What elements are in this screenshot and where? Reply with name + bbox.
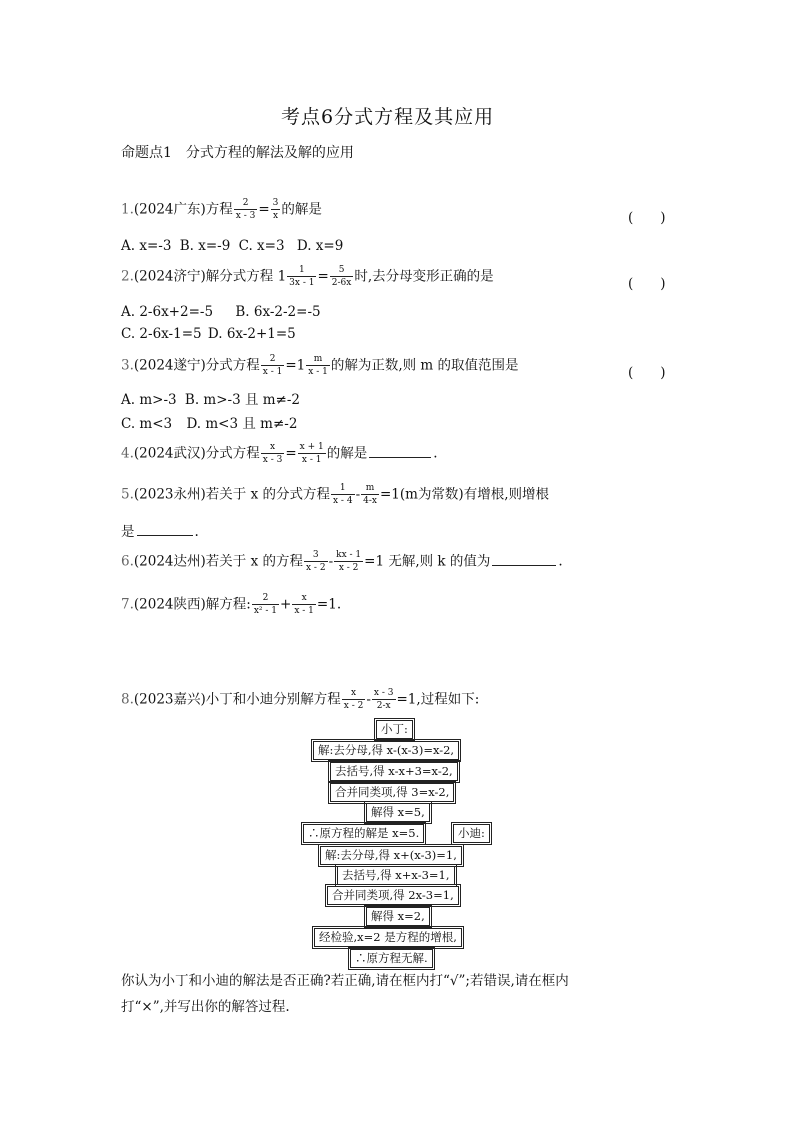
option-a: A. x=-3 (121, 238, 172, 254)
fraction: $\frac{1}{3x - 1}$ (289, 265, 315, 288)
option-c: C. 2-6x-1=5 (121, 326, 202, 342)
fraction: $\frac{m}{x - 1}$ (308, 354, 328, 377)
fraction: $\frac{2}{\text{x² - 1}}$ (253, 593, 278, 616)
question-text: =1,过程如下: (396, 691, 480, 708)
options-row (121, 394, 300, 408)
fraction: $\frac{1}{x - 4}$ (332, 483, 353, 506)
di-step-box: 去括号,得 x+x-3=1, (337, 866, 455, 885)
fraction: $\frac{x + 1}{x - 1}$ (299, 442, 324, 465)
question-text: (2024济宁)解分式方程 1 (133, 268, 287, 285)
operator: =1 (285, 357, 306, 374)
question-text: 的解为正数,则 m 的取值范围是 (330, 357, 519, 374)
ding-step-box: 解:去分母,得 x-(x-3)=x-2, (313, 741, 459, 760)
option-b: B. m>-3 且 m≠-2 (184, 392, 301, 408)
fraction: $\frac{x}{x - 3}$ (262, 442, 283, 465)
option-c: C. m<3 (121, 416, 173, 432)
di-step-box: 解得 x=2, (366, 907, 430, 926)
di-step-box: 解:去分母,得 x+(x-3)=1, (320, 846, 462, 865)
option-d: D. 6x-2+1=5 (207, 326, 296, 342)
operator: - (355, 486, 361, 503)
option-d: D. x=9 (296, 238, 344, 254)
ding-step-box: 合并同类项,得 3=x-2, (330, 783, 454, 802)
operator: = (285, 445, 297, 462)
question-text: =1 无解,则 k 的值为 (364, 553, 491, 570)
di-label-box: 小迪: (453, 824, 490, 843)
option-b: B. 6x-2-2=-5 (235, 304, 321, 320)
answer-blank[interactable] (137, 534, 193, 536)
answer-parentheses: ( ) (628, 365, 666, 381)
answer-blank[interactable] (369, 456, 431, 458)
answer-blank[interactable] (492, 564, 556, 566)
di-step-box: 经检验,x=2 是方程的增根, (314, 928, 462, 947)
options-row (121, 418, 297, 432)
question-text: 是 (121, 524, 135, 540)
operator: = (317, 268, 329, 285)
fraction: $\frac{m}{4-x}$ (363, 483, 377, 506)
fraction: $\frac{2}{x - 3}$ (235, 198, 256, 221)
operator: - (366, 691, 371, 708)
question-8-prompt: 打“×”,并写出你的解答过程. (121, 999, 290, 1015)
period: . (433, 445, 438, 462)
question-text: 时,去分母变形正确的是 (354, 268, 494, 285)
question-number: 4. (121, 445, 134, 462)
question-6 (121, 551, 563, 573)
options-row (121, 240, 343, 254)
question-text: (2024武汉)分式方程 (133, 445, 260, 462)
question-number: 7. (121, 596, 134, 613)
ding-step-box: 去括号,得 x-x+3=x-2, (330, 762, 458, 781)
section-heading: 命题点1 分式方程的解法及解的应用 (121, 145, 354, 161)
question-number: 6. (121, 553, 134, 570)
option-c: C. x=3 (238, 238, 285, 254)
operator: = (258, 201, 270, 218)
fraction: $\frac{5}{2-6x}$ (331, 265, 352, 288)
di-step-box: ∴原方程无解. (350, 949, 433, 968)
di-step-box: 合并同类项,得 2x-3=1, (327, 886, 459, 905)
fraction: $\frac{2}{x - 1}$ (262, 354, 283, 377)
answer-parentheses: ( ) (628, 210, 666, 226)
question-text: 的解是 (326, 445, 368, 462)
question-text: (2023嘉兴)小丁和小迪分别解方程 (133, 691, 341, 708)
question-5-line-2 (121, 526, 199, 540)
question-5 (121, 484, 549, 506)
question-number: 2. (121, 268, 134, 285)
fraction: $\frac{kx - 1}{x - 2}$ (336, 550, 362, 573)
question-text: (2024遂宁)分式方程 (133, 357, 260, 374)
question-text: (2023永州)若关于 x 的分式方程 (133, 486, 330, 503)
question-text: (2024广东)方程 (133, 201, 233, 218)
options-row (121, 306, 321, 320)
ding-step-box: ∴原方程的解是 x=5. (303, 824, 424, 843)
question-number: 1. (121, 201, 134, 218)
option-a: A. m>-3 (121, 392, 177, 408)
page-title: 考点6分式方程及其应用 (281, 106, 495, 128)
ding-step-box: 解得 x=5, (366, 803, 430, 822)
question-4 (121, 443, 438, 465)
question-8 (121, 689, 479, 711)
question-1 (121, 199, 322, 221)
period: . (558, 553, 563, 570)
question-2 (121, 266, 494, 288)
question-3 (121, 355, 519, 377)
question-text: (2024达州)若关于 x 的方程 (133, 553, 303, 570)
operator: + (280, 596, 292, 613)
question-number: 3. (121, 357, 134, 374)
option-a: A. 2-6x+2=-5 (121, 304, 214, 320)
options-row (121, 328, 296, 342)
fraction: $\frac{x - 3}{2-x}$ (373, 688, 394, 711)
operator: - (328, 553, 334, 570)
question-number: 8. (121, 691, 134, 708)
answer-parentheses: ( ) (628, 276, 666, 292)
fraction: $\frac{3}{x}$ (272, 198, 279, 221)
fraction: $\frac{3}{x - 2}$ (305, 550, 326, 573)
fraction: $\frac{x}{x - 2}$ (343, 688, 364, 711)
question-text: 的解是 (281, 201, 322, 218)
period: . (194, 524, 199, 540)
option-d: D. m<3 且 m≠-2 (186, 416, 298, 432)
option-b: B. x=-9 (179, 238, 231, 254)
question-number: 5. (121, 486, 134, 503)
question-7 (121, 594, 341, 616)
question-text: =1. (316, 596, 342, 613)
question-8-prompt: 你认为小丁和小迪的解法是否正确?若正确,请在框内打“√”;若错误,请在框内 (121, 973, 569, 989)
question-text: =1(m为常数)有增根,则增根 (379, 486, 549, 503)
fraction: $\frac{x}{x - 1}$ (294, 593, 314, 616)
ding-label-box: 小丁: (376, 720, 413, 739)
question-text: (2024陕西)解方程: (133, 596, 251, 613)
